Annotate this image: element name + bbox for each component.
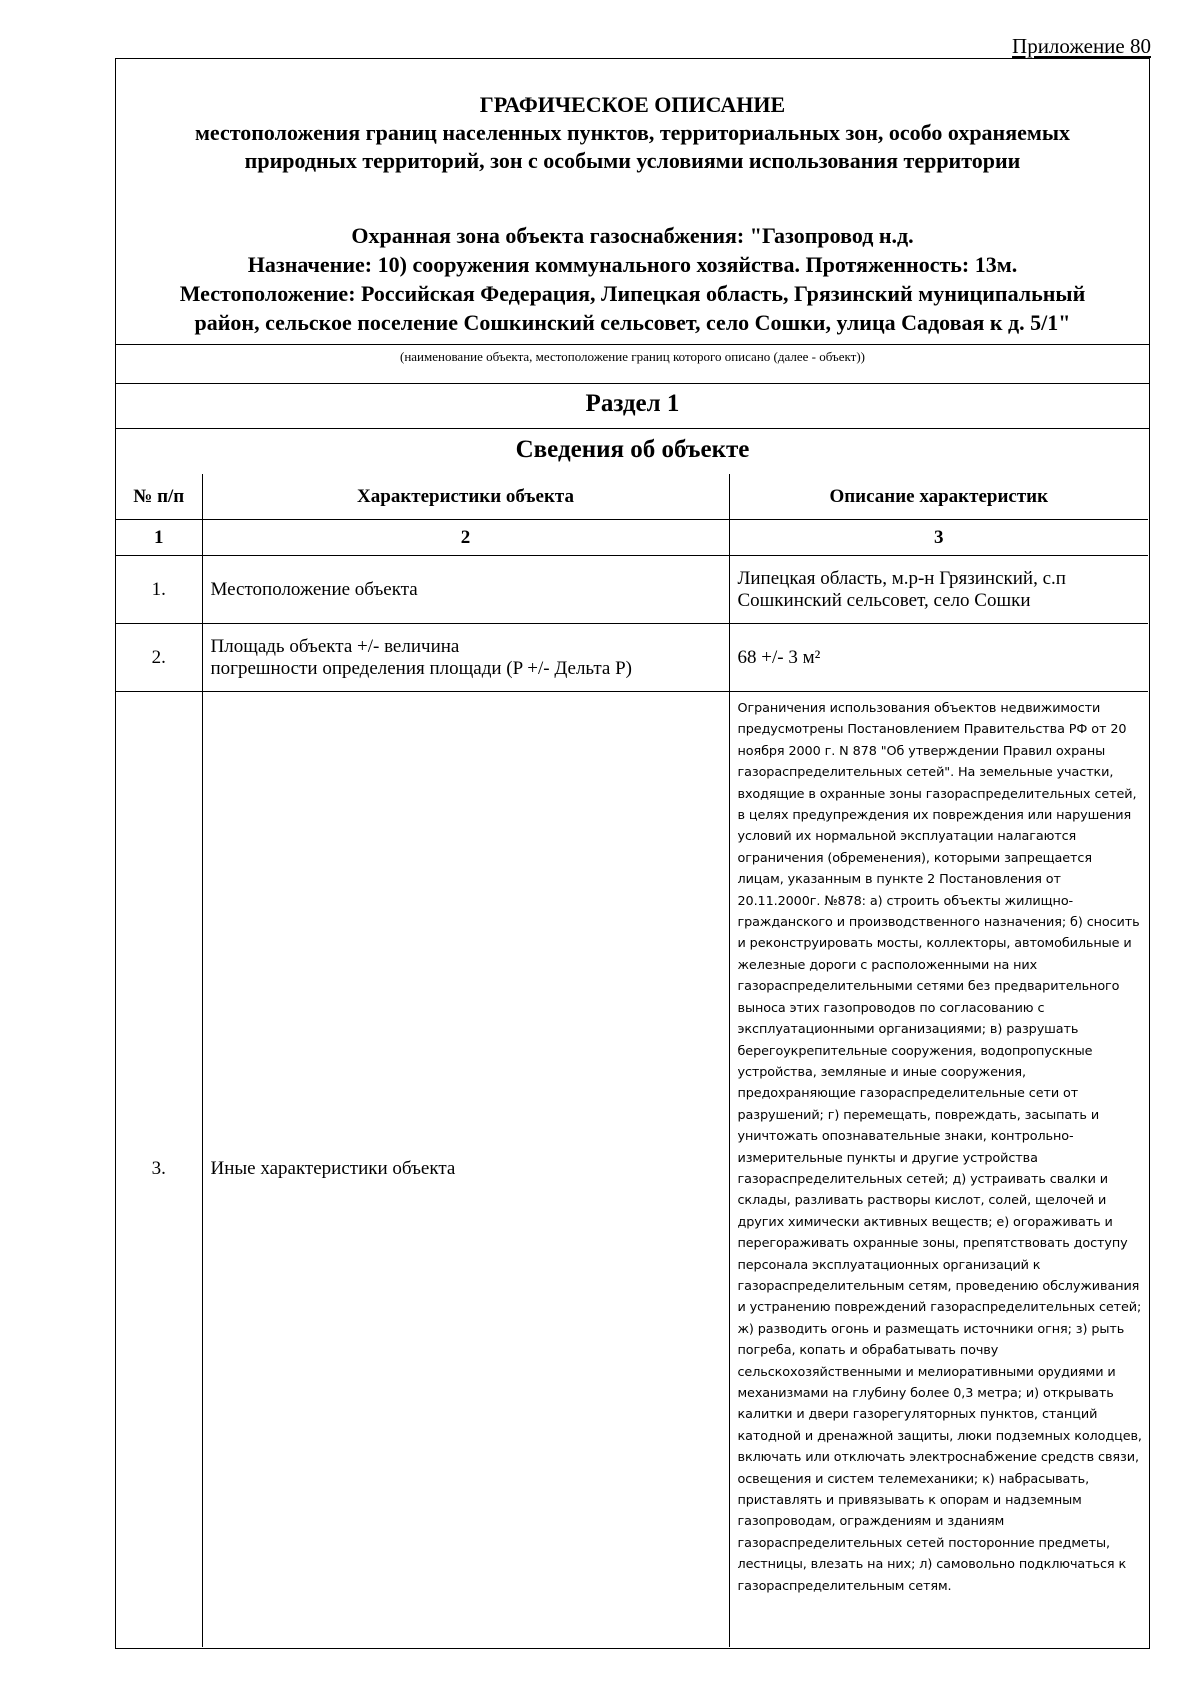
row-characteristic-line: погрешности определения площади (P +/- Дельта P) xyxy=(210,657,632,679)
row-description-line: Липецкая область, м.р-н Грязинский, с.п xyxy=(737,567,1066,589)
row-characteristic-line: Площадь объекта +/- величина xyxy=(210,635,460,657)
table-header-row xyxy=(116,474,1148,520)
object-line-3: Местоположение: Российская Федерация, Липецкая область, Грязинский муниципальный xyxy=(179,281,1086,306)
table-row xyxy=(116,692,1148,1647)
object-info-table xyxy=(116,474,1148,1647)
document-subtitle-line-1: местоположения границ населенных пунктов, территориальных зон, особо охраняемых xyxy=(194,120,1071,145)
column-number: 3 xyxy=(729,520,1148,556)
row-description-line: Сошкинский сельсовет, село Сошки xyxy=(737,589,1031,611)
row-characteristic xyxy=(202,624,729,692)
table-row xyxy=(116,624,1148,692)
column-number-row xyxy=(116,520,1148,556)
object-divider xyxy=(116,344,1149,345)
object-description xyxy=(116,221,1149,337)
section-divider xyxy=(116,428,1149,429)
object-line-2: Назначение: 10) сооружения коммунального хозяйства. Протяженность: 13м. xyxy=(247,252,1018,277)
object-line-4: район, сельское поселение Сошкинский сельсовет, село Сошки, улица Садовая к д. 5/1" xyxy=(194,310,1071,335)
object-line-1: Охранная зона объекта газоснабжения: "Газопровод н.д. xyxy=(351,223,914,248)
row-description: 68 +/- 3 м² xyxy=(729,624,1148,692)
row-num: 3. xyxy=(116,692,202,1647)
document-frame xyxy=(115,58,1150,1649)
caption-divider xyxy=(116,383,1149,384)
row-num: 2. xyxy=(116,624,202,692)
column-number: 2 xyxy=(202,520,729,556)
column-number: 1 xyxy=(116,520,202,556)
row-num: 1. xyxy=(116,556,202,624)
document-title: ГРАФИЧЕСКОЕ ОПИСАНИЕ xyxy=(479,92,786,117)
header-characteristic: Характеристики объекта xyxy=(202,474,729,520)
appendix-label: Приложение 80 xyxy=(1012,34,1151,58)
row-description-long: Ограничения использования объектов недвижимости предусмотрены Постановлением Правительства РФ от 20 ноября 2000 г. N 878 "Об утверждении Правил охраны газораспределительных сетей". На земельные участки, входящие в охранные зоны газораспределительных сетей, в целях предупреждения их повреждения или нарушения условий их нормальной эксплуатации налагаются ограничения (обременения), которыми запрещается лицам, указанным в пункте 2 Постановления от 20.11.2000г. №878: а) строить объекты жилищно-гражданского и производственного назначения; б) сносить и реконструировать мосты, коллекторы, автомобильные и железные дороги с расположенными на них газораспределительными сетями без предварительного выноса этих газопроводов по согласованию с эксплуатационными организациями; в) разрушать берегоукрепительные сооружения, водопропускные устройства, земляные и иные сооружения, предохраняющие газораспределительные сети от разрушений; г) перемещать, повреждать, засыпать и уничтожать опознавательные знаки, контрольно-измерительные пункты и другие устройства газораспределительных сетей; д) устраивать свалки и склады, разливать растворы кислот, солей, щелочей и других химически активных веществ; е) огораживать и перегораживать охранные зоны, препятствовать доступу персонала эксплуатационных организаций к газораспределительным сетям, проведению обслуживания и устранению повреждений газораспределительных сетей; ж) разводить огонь и размещать источники огня; з) рыть погреба, копать и обрабатывать почву сельскохозяйственными и мелиоративными орудиями и механизмами на глубину более 0,3 метра; и) открывать калитки и двери газорегуляторных пунктов, станций катодной и дренажной защиты, люки подземных колодцев, включать или отключать электроснабжение средств связи, освещения и систем телемеханики; к) набрасывать, приставлять и привязывать к опорам и надземным газопроводам, ограждениям и зданиям газораспределительных сетей посторонние предметы, лестницы, влезать на них; л) самовольно подключаться к газораспределительным сетям. xyxy=(729,692,1148,1647)
section-title: Сведения об объекте xyxy=(515,436,750,463)
document-heading xyxy=(116,91,1149,175)
row-characteristic: Иные характеристики объекта xyxy=(202,692,729,1647)
document-subtitle-line-2: природных территорий, зон с особыми условиями использования территории xyxy=(244,148,1021,173)
row-characteristic: Местоположение объекта xyxy=(202,556,729,624)
row-description xyxy=(729,556,1148,624)
section-label: Раздел 1 xyxy=(585,390,680,417)
object-caption: (наименование объекта, местоположение границ которого описано (далее - объект)) xyxy=(400,349,865,364)
header-num: № п/п xyxy=(116,474,202,520)
header-description: Описание характеристик xyxy=(729,474,1148,520)
table-row xyxy=(116,556,1148,624)
